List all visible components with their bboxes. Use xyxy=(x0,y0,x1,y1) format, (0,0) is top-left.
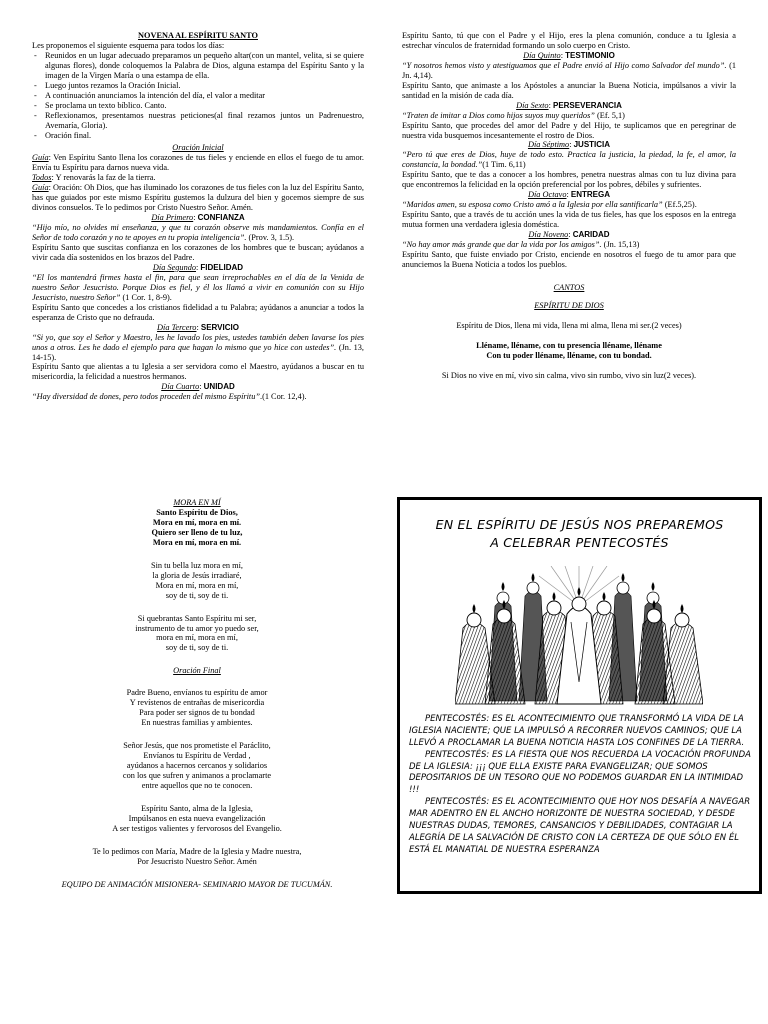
song-title: MORA EN MÍ xyxy=(173,498,221,507)
day-heading: Día Noveno: CARIDAD xyxy=(528,230,610,240)
prayer-line: Señor Jesús, que nos prometiste el Paráclito, xyxy=(123,741,271,751)
quote-text: “No hay amor más grande que dar la vida por los amigos”. xyxy=(402,240,602,250)
cantos-heading: CANTOS xyxy=(553,282,585,292)
day-heading: Día Séptimo: JUSTICIA xyxy=(527,140,611,150)
song-line: Sin tu bella luz mora en mí, xyxy=(151,560,243,570)
quote-text: “Si yo, que soy el Señor y Maestro, les he lavado los pies, ustedes también deben lavarse los pies unos a otros. Les he dado el ejemplo para que hagan lo mismo que yo hice con ustedes”. xyxy=(32,332,364,352)
day-heading: Día Segundo: FIDELIDAD xyxy=(152,262,244,272)
todos-text: : Y renovarás la faz de la tierra. xyxy=(51,173,156,183)
day-text: Espíritu Santo, que te das a conocer a los hombres, penetra nuestras almas con tu luz divina para que encontremos la felicidad en la opción preferencial por los pobres, débiles y sufrientes. xyxy=(402,170,736,190)
day-heading: Día Quinto: TESTIMONIO xyxy=(523,50,615,60)
quote-ref: (Ef. 5,1) xyxy=(594,110,625,120)
day-value: TESTIMONIO xyxy=(565,50,615,60)
prayer-paragraph xyxy=(30,688,364,728)
quote-ref: .(1 Cor. 12,4). xyxy=(260,392,307,402)
initial-prayer-heading: Oración Inicial xyxy=(172,143,224,153)
day-quote xyxy=(32,223,364,243)
day-quote xyxy=(402,240,736,250)
day-label: Día Octavo xyxy=(528,190,567,200)
prayer-paragraph xyxy=(30,804,364,834)
day-9 xyxy=(402,230,736,270)
prayer-line: Por Jesucristo Nuestro Señor. Amén xyxy=(137,856,257,866)
day-value: CARIDAD xyxy=(572,230,610,240)
step-item: - Se proclama un texto bíblico. Canto. xyxy=(32,101,364,111)
prayer-line: Y revístenos de entrañas de misericordia xyxy=(129,698,265,708)
day-quote xyxy=(32,273,364,303)
day-text: Espíritu Santo que alientas a tu Iglesia a ser servidora como el Maestro, ayúdanos a buscar en tu misericordia, la felicidad a nuestros hermanos. xyxy=(32,362,364,382)
novena-column-left xyxy=(32,31,364,402)
day-heading: Día Tercero: SERVICIO xyxy=(157,322,239,332)
song-chorus xyxy=(30,508,364,548)
song-line: Mora en mí, mora en mí. xyxy=(152,517,242,527)
day-heading: Día Octavo: ENTREGA xyxy=(528,190,610,200)
quote-ref: (Prov. 3, 1.5). xyxy=(246,233,295,243)
day-quote xyxy=(402,200,736,210)
guia-text: : Oración: Oh Dios, que has iluminado los corazones de tus fieles con la luz del Espíritu Santo, has que guiados por este mismo Espíritu gustemos la dulzura del bien y gocemos siempre de sus divinos consuelos. Te lo pedimos por Cristo Nuestro Señor. Amén. xyxy=(32,183,364,213)
song-line: Si quebrantas Santo Espíritu mi ser, xyxy=(137,613,257,623)
day-value: FIDELIDAD xyxy=(200,262,244,272)
cover-paragraph: PENTECOSTÉS: ES EL ACONTECIMIENTO QUE TRANSFORMÓ LA VIDA DE LA IGLESIA NACIENTE; QUE LA IMPULSÓ A RECORRER NUEVOS CAMINOS; QUE LA LLEVÓ A PROCLAMAR LA BUENA NOTICIA HASTA LOS CONFINES DE LA TIERRA. xyxy=(409,714,745,748)
signature: EQUIPO DE ANIMACIÓN MISIONERA- SEMINARIO MAYOR DE TUCUMÁN. xyxy=(61,879,333,889)
song-line: mora en mí, mora en mí, xyxy=(156,633,238,643)
step-item: - Luego juntos rezamos la Oración Inicial. xyxy=(32,81,364,91)
quote-ref: (Ef.5,25). xyxy=(662,200,697,210)
novena-title: NOVENA AL ESPÍRITU SANTO xyxy=(138,31,258,40)
day-quote xyxy=(402,111,736,121)
song-chorus-line: Lléname, lléname, con tu presencia lléname, lléname xyxy=(476,340,662,350)
step-item: - A continuación anunciamos la intención del día, el valor a meditar xyxy=(32,91,364,101)
day-quote xyxy=(32,392,364,402)
prayer-line: Para poder ser signos de tu bondad xyxy=(139,708,255,718)
day-heading: Día Primero: CONFIANZA xyxy=(151,213,245,223)
day-1 xyxy=(32,213,364,263)
quote-text: “Hay diversidad de dones, pero todos proceden del mismo Espíritu” xyxy=(32,392,260,402)
day-text: Espíritu Santo que suscitas confianza en los corazones de los hombres que te buscan; ayúdanos a vivir cada día sostenidos en los brazos del Padre. xyxy=(32,243,364,262)
prayer-paragraph xyxy=(30,741,364,791)
cover-paragraph: PENTECOSTÉS: ES EL ACONTECIMIENTO QUE HOY NOS DESAFÍA A NAVEGAR MAR ADENTRO EN EL ANCHO HORIZONTE DE NUESTRA SOCIEDAD, Y DESDE NUESTRAS DUDAS, TEMORES, CANSANCIOS Y DEBILIDADES, CONTAGIAR LA ALEGRÍA DE LA SALVACIÓN DE CRISTO CON LA CERTEZA DE QUE SÓLO EN ÉL ESTÁ EL MANATIAL DE NUESTRA ESPERANZA xyxy=(409,797,751,855)
quote-ref: (Jn. 15,13) xyxy=(601,240,640,250)
cover-title-line: A CELEBRAR PENTECOSTÉS xyxy=(490,535,669,551)
day-3 xyxy=(32,323,364,383)
prayer-paragraph xyxy=(30,847,364,867)
day-quote xyxy=(402,150,736,170)
song-line: soy de ti, soy de ti. xyxy=(165,590,229,600)
todos xyxy=(32,173,364,183)
song-line: Espíritu de Dios, llena mi vida, llena mi alma, llena mi ser.(2 veces) xyxy=(456,320,682,330)
pentecost-cover-box xyxy=(397,497,762,894)
day-label: Día Segundo xyxy=(152,262,197,272)
day-8 xyxy=(402,190,736,230)
novena-column-right xyxy=(402,31,736,381)
guia-label: Guía xyxy=(32,153,49,163)
prayer-line: En nuestras familias y ambientes. xyxy=(141,718,253,728)
day-label: Día Cuarto xyxy=(161,382,200,392)
mora-column xyxy=(30,498,364,890)
day-text: Espíritu Santo, que fuiste enviado por Cristo, enciende en nosotros el fuego de tu amor para que anunciemos la Buena Noticia a todos los pueblos. xyxy=(402,249,736,269)
quote-text: “El los mantendrá firmes hasta el fin, para que sean irreprochables en el día de la Venida de nuestro Señor Jesucristo. Porque Dios es fiel, y él los llamó a vivir en comunión con su Hijo Jesucristo, nuestro Señor” xyxy=(32,272,364,302)
day-value: ENTREGA xyxy=(570,190,610,200)
song-chorus-line: Con tu poder lléname, lléname, con tu bondad. xyxy=(486,350,652,360)
step-item: - Reflexionamos, presentamos nuestras peticiones(al final rezamos juntos un Padrenuestro, Avemaría, Gloria). xyxy=(32,111,364,131)
song-line: Si Dios no vive en mí, vivo sin calma, vivo sin rumbo, vivo sin luz(2 veces). xyxy=(441,370,697,380)
quote-ref: (1 Jn. 4,14). xyxy=(402,60,736,80)
step-item: - Oración final. xyxy=(32,131,364,141)
song-line: Mora en mí, mora en mí. xyxy=(152,537,242,547)
prayer-line: Impúlsanos en esta nueva evangelización xyxy=(128,813,266,823)
prayer-line: entre aquellos que no te conocen. xyxy=(141,780,253,790)
quote-ref: (Jn. 13, 14-15). xyxy=(32,342,364,362)
day-label: Día Quinto xyxy=(523,50,561,60)
quote-ref: (1 Cor. 1, 8-9). xyxy=(120,292,172,302)
song-verse xyxy=(30,614,364,654)
prayer-line: ayúdanos a hacernos cercanos y solidarios xyxy=(126,761,268,771)
step-item: - Reunidos en un lugar adecuado preparamos un pequeño altar(con un mantel, velita, si se quiere algunas flores), donde coloquemos la Palabra de Dios, alguna estampa del Espíritu Santo y la imagen de la Virgen María o una estampa de ella. xyxy=(32,51,364,81)
prayer-line: Te lo pedimos con María, Madre de la Iglesia y Madre nuestra, xyxy=(92,846,302,856)
song-line: Mora en mí, mora en mí, xyxy=(155,580,239,590)
day-value: SERVICIO xyxy=(200,322,239,332)
day-value: JUSTICIA xyxy=(573,140,611,150)
quote-text: “Traten de imitar a Dios como hijos suyos muy queridos” xyxy=(402,110,595,120)
pentecost-illustration-icon xyxy=(455,566,703,706)
day-text: Espíritu Santo, que animaste a los Apóstoles a anunciar la Buena Noticia, impúlsanos a vivir la santidad en la misión de cada día. xyxy=(402,80,736,100)
day-heading: Día Sexto: PERSEVERANCIA xyxy=(516,100,622,110)
final-prayer-heading: Oración Final xyxy=(173,666,221,676)
song-line: instrumento de tu amor yo puedo ser, xyxy=(135,623,259,633)
day-quote xyxy=(32,333,364,363)
song-line: Santo Espíritu de Dios, xyxy=(156,507,238,517)
song-verse xyxy=(30,561,364,601)
guia-2 xyxy=(32,183,364,213)
day-label: Día Noveno xyxy=(528,230,569,240)
prayer-line: Padre Bueno, envíanos tu espíritu de amor xyxy=(126,688,268,698)
day-4-continuation: Espíritu Santo, tú que con el Padre y el Hijo, eres la plena comunión, conduce a tu Iglesia a estrechar vínculos de fraternidad formando un solo cuerpo en Cristo. xyxy=(402,31,736,50)
day-heading: Día Cuarto: UNIDAD xyxy=(161,382,235,392)
prayer-line: Espíritu Santo, alma de la Iglesia, xyxy=(141,803,253,813)
prayer-line: Envíanos tu Espíritu de Verdad , xyxy=(143,751,251,761)
quote-text: “Y nosotros hemos visto y atestiguamos que el Padre envió al Hijo como Salvador del mundo”. xyxy=(402,60,727,70)
day-label: Día Tercero xyxy=(157,322,197,332)
day-label: Día Séptimo xyxy=(527,140,570,150)
novena-intro: Les proponemos el siguiente esquema para todos los días: xyxy=(32,40,225,50)
day-text: Espíritu Santo que concedes a los cristianos fidelidad a tu Palabra; ayúdanos a anunciar a todos la esperanza de Cristo que no defrauda. xyxy=(32,302,364,322)
day-value: PERSEVERANCIA xyxy=(552,100,622,110)
day-value: CONFIANZA xyxy=(197,213,245,223)
prayer-line: A ser testigos valientes y fervorosos del Evangelio. xyxy=(112,823,282,833)
cover-title xyxy=(404,516,755,553)
guia-label: Guía xyxy=(32,183,49,193)
day-7 xyxy=(402,140,736,190)
quote-text: “Maridos amen, su esposa como Cristo amó a la Iglesia por ella santificarla” xyxy=(402,200,663,210)
song-line: Quiero ser lleno de tu luz, xyxy=(151,527,243,537)
day-2 xyxy=(32,263,364,323)
song-line: soy de ti, soy de ti. xyxy=(165,643,229,653)
guia-text: : Ven Espíritu Santo llena los corazones de tus fieles y enciende en ellos el fuego de tu amor. Envía tu Espíritu para darnos nueva vida. xyxy=(32,153,364,173)
day-label: Día Primero xyxy=(151,213,194,223)
quote-ref: (1 Tim. 6,11) xyxy=(482,160,526,170)
todos-label: Todos xyxy=(32,173,52,183)
guia-1 xyxy=(32,153,364,173)
day-5 xyxy=(402,51,736,101)
cover-title-line: EN EL ESPÍRITU DE JESÚS NOS PREPAREMOS xyxy=(435,517,724,532)
day-value: UNIDAD xyxy=(203,382,235,392)
day-quote xyxy=(402,61,736,81)
day-6 xyxy=(402,101,736,141)
quote-text: “Pero tú que eres de Dios, huye de todo esto. Practica la justicia, la piedad, la fe, el amor, la constancia, la bondad.” xyxy=(402,150,736,170)
quote-text: “Hijo mío, no olvides mi enseñanza, y que tu corazón observe mis mandamientos. Confía en el Señor de todo corazón y no te apoyes en tu propia inteligencia”. xyxy=(32,223,364,243)
song-line: la gloria de Jesús irradiaré, xyxy=(152,570,242,580)
cover-text xyxy=(409,714,753,857)
day-label: Día Sexto xyxy=(516,100,549,110)
prayer-line: con los que sufren y animanos a proclamarte xyxy=(122,771,272,781)
novena-steps xyxy=(32,51,364,141)
day-text: Espíritu Santo, que procedes del amor del Padre y del Hijo, te suplicamos que en peregrinar de nuestra vida busquemos incesantemente el rostro de Dios. xyxy=(402,120,736,140)
song-title: ESPÍRITU DE DIOS xyxy=(534,300,604,310)
day-4 xyxy=(32,382,364,402)
day-text: Espíritu Santo, que a través de tu acción unes la vida de tus fieles, has que los esposos en la entrega mutua formen una verdadera iglesia doméstica. xyxy=(402,210,736,230)
cover-paragraph: PENTECOSTÉS: ES LA FIESTA QUE NOS RECUERDA LA VOCACIÓN PROFUNDA DE LA IGLESIA: ¡¡¡ QUE ELLA EXISTE PARA EVANGELIZAR; QUE SOMOS DEPOSITARIOS DE UN TESORO QUE NO PODEMOS GUARDAR EN LA INTIMIDAD !!! xyxy=(409,749,751,796)
